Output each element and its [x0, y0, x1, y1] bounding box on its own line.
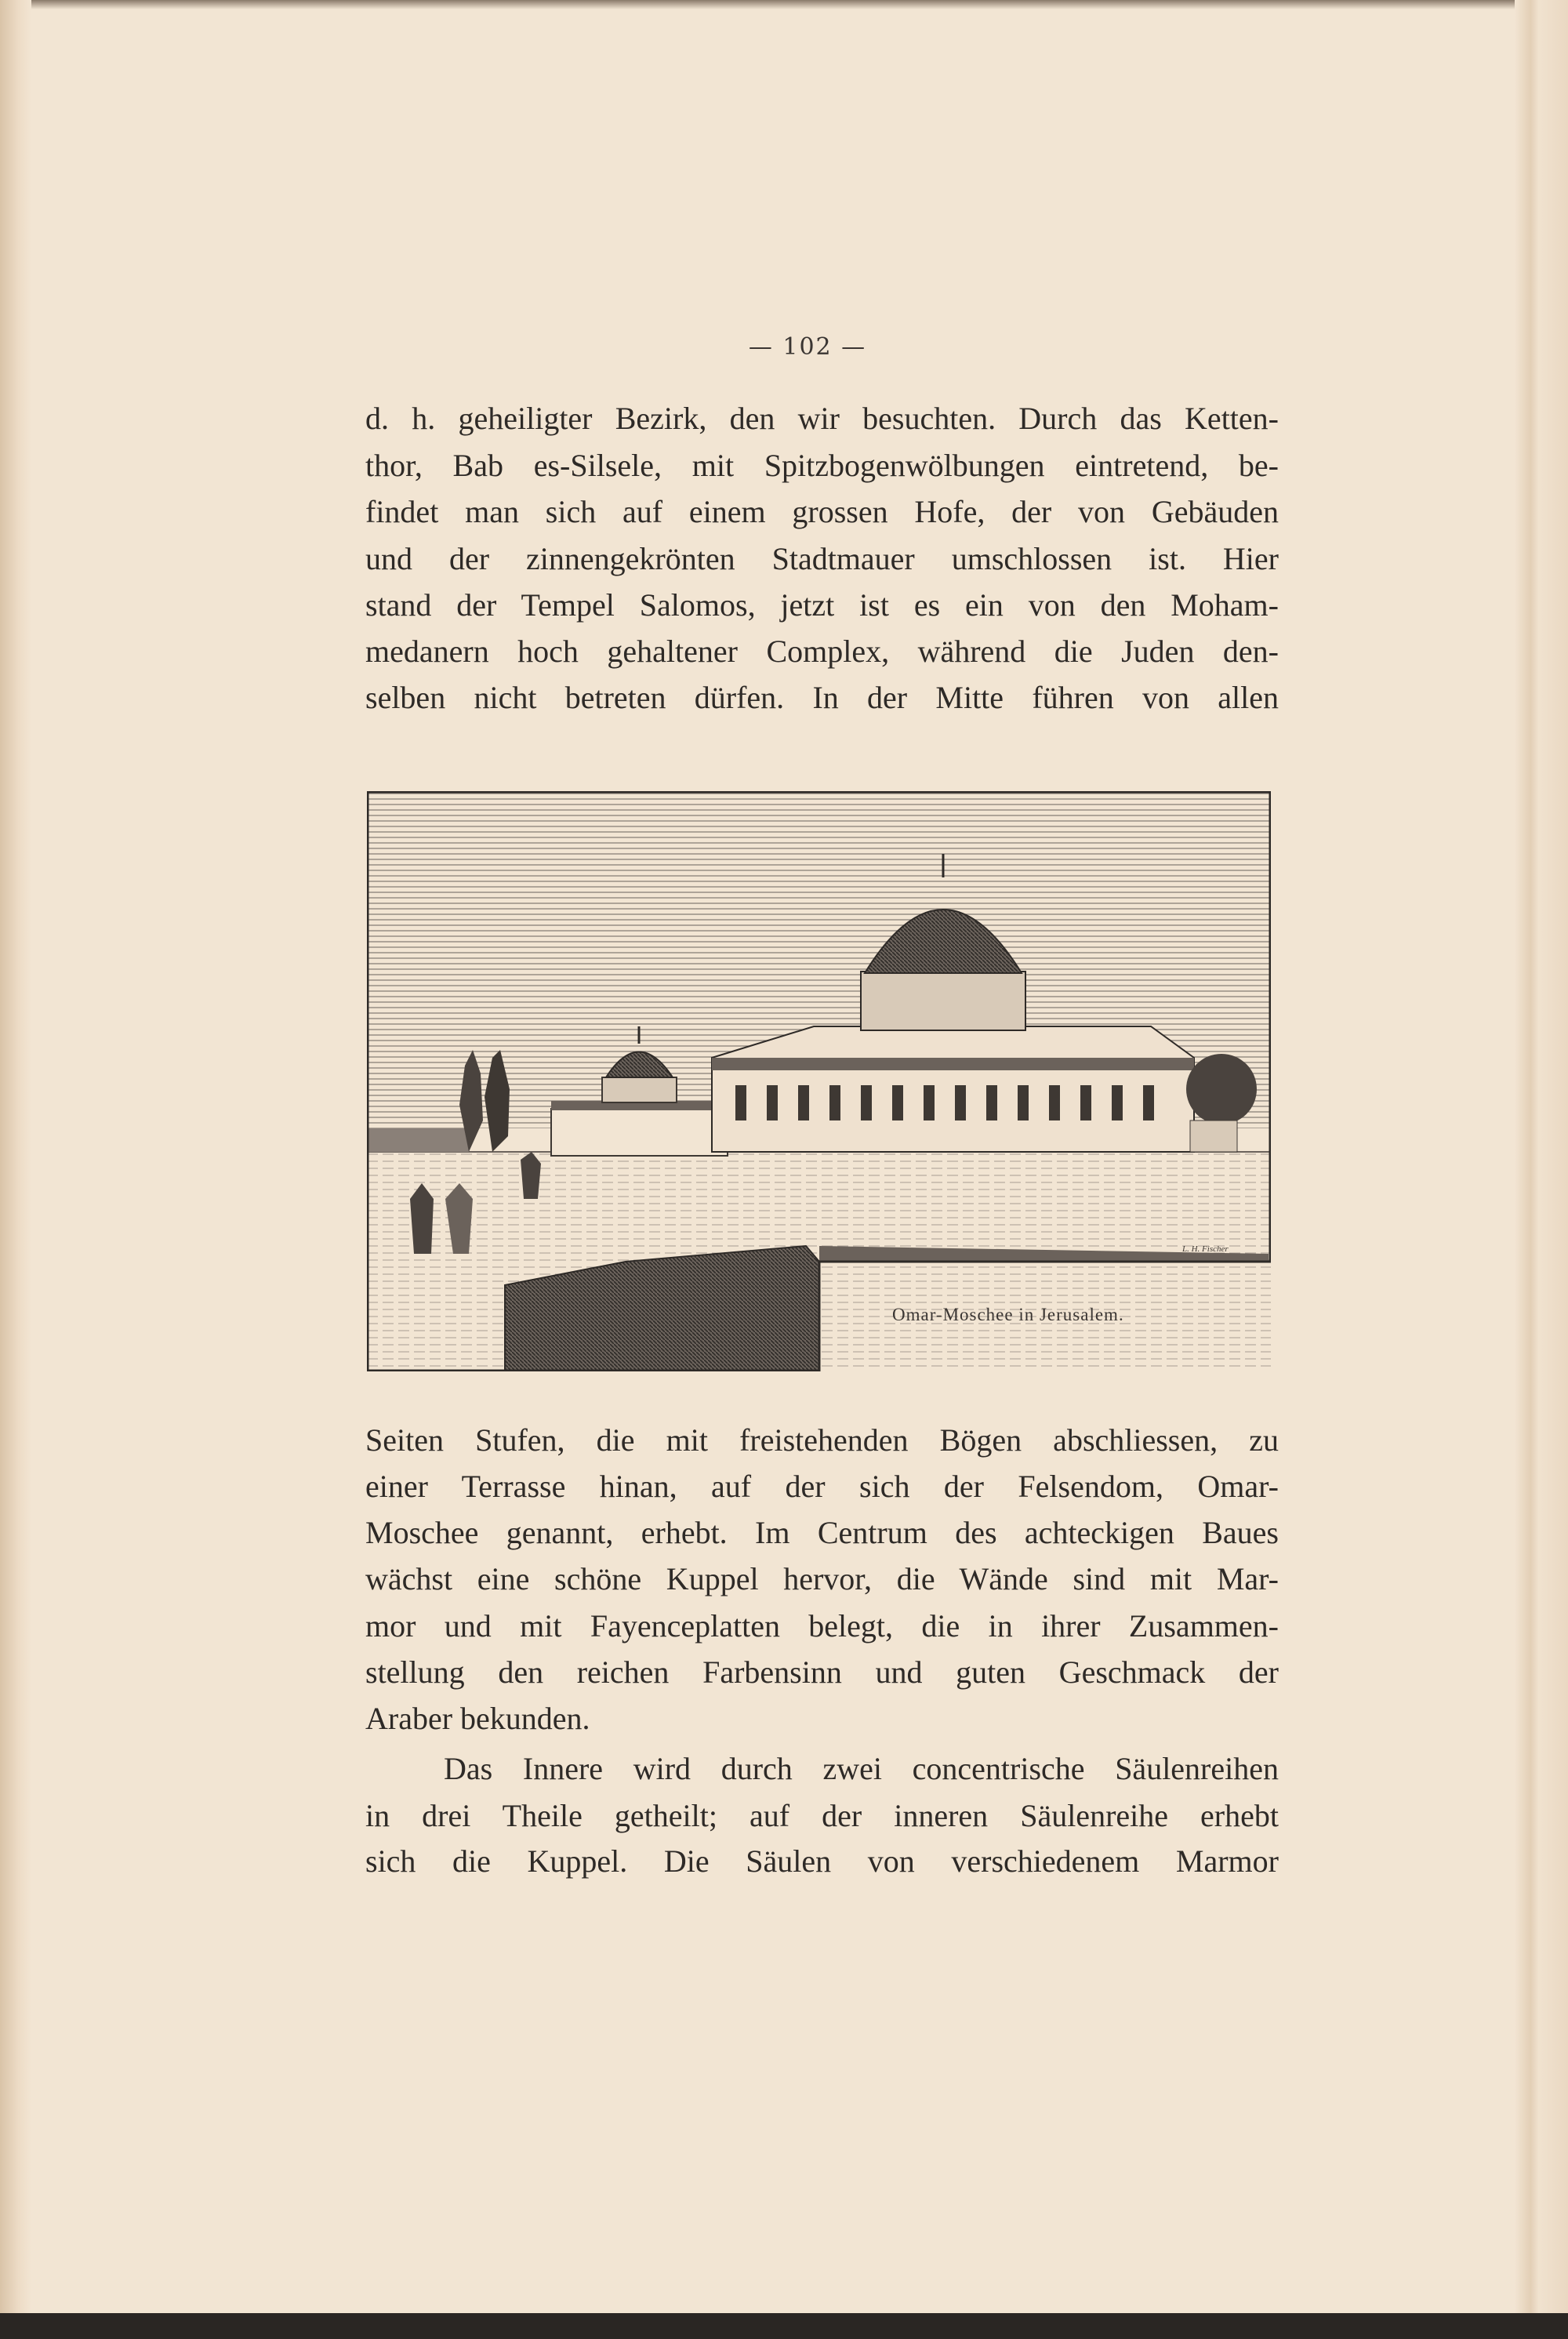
text-line: stand der Tempel Salomos, jetzt ist es ein von den Moham- [365, 587, 1279, 623]
text-line: stellung den reichen Farbensinn und guten Geschmack der [365, 1654, 1279, 1690]
text-line: und der zinnengekrönten Stadtmauer umschlossen ist. Hier [365, 541, 1279, 576]
figure-caption: Omar-Moschee in Jerusalem. [892, 1305, 1124, 1324]
page-number: — 102 — [748, 333, 867, 361]
text-line: Moschee genannt, erhebt. Im Centrum des achteckigen Baues [365, 1515, 1279, 1550]
text-line: in drei Theile getheilt; auf der inneren Säulenreihe erhebt [365, 1798, 1279, 1833]
text-line: wächst eine schöne Kuppel hervor, die Wände sind mit Mar- [365, 1561, 1279, 1596]
text-line: mor und mit Fayenceplatten belegt, die in ihrer Zusammen- [365, 1608, 1279, 1643]
text-line: Das Innere wird durch zwei concentrische Säulenreihen [444, 1751, 1279, 1786]
text-line: thor, Bab es-Silsele, mit Spitzbogenwölbungen eintretend, be- [365, 448, 1279, 483]
text-line: d. h. geheiligter Bezirk, den wir besuchten. Durch das Ketten- [365, 401, 1279, 436]
text-line: sich die Kuppel. Die Säulen von verschiedenem Marmor [365, 1843, 1279, 1879]
text-line: Seiten Stufen, die mit freistehenden Bögen abschliessen, zu [365, 1422, 1279, 1458]
text-line: einer Terrasse hinan, auf der sich der Felsendom, Omar- [365, 1469, 1279, 1504]
engraving-illustration [367, 791, 1271, 1371]
page-top-edge [0, 0, 1568, 9]
engraving-omar-mosque [367, 791, 1271, 1371]
engraver-signature: L. H. Fischer [1182, 1244, 1229, 1254]
text-line: Araber bekunden. [365, 1701, 590, 1736]
text-line: findet man sich auf einem grossen Hofe, der von Gebäuden [365, 494, 1279, 529]
text-line: selben nicht betreten dürfen. In der Mitte führen von allen [365, 680, 1279, 715]
text-line: medanern hoch gehaltener Complex, während die Juden den- [365, 634, 1279, 669]
